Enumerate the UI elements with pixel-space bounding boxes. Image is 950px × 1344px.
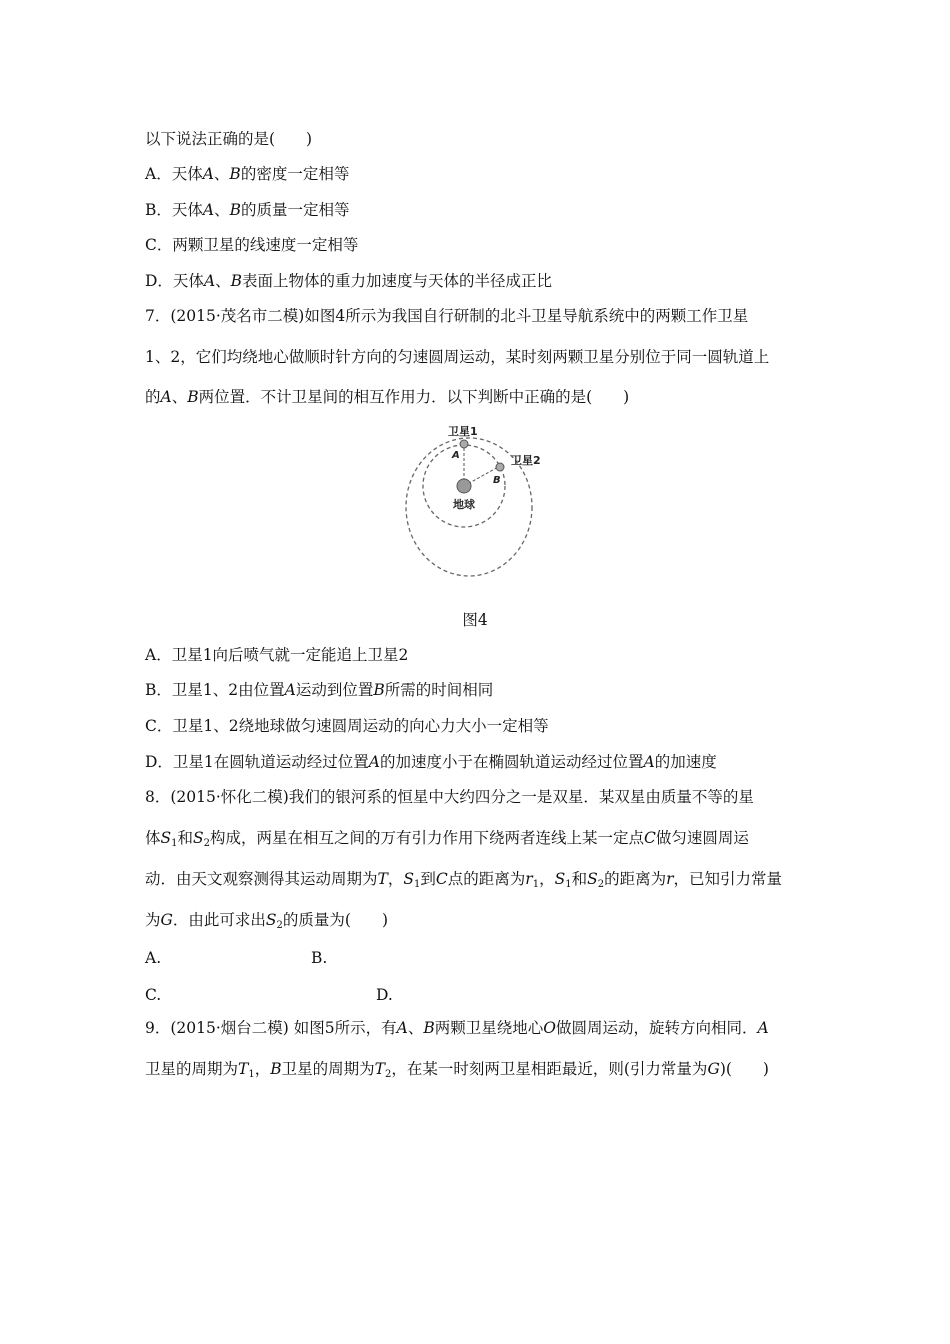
earth-label: 地球: [453, 498, 475, 511]
q6-stem-tail: 以下说法正确的是( ): [145, 130, 313, 148]
earth-icon: [457, 479, 471, 493]
satellite-2-label: 卫星2: [511, 454, 541, 467]
q8-option-c: C.: [145, 986, 162, 1004]
satellite-1-label: 卫星1: [448, 425, 478, 438]
q6-option-b: B．天体A、B的质量一定相等: [145, 201, 350, 219]
q7-option-d: D．卫星1在圆轨道运动经过位置A的加速度小于在椭圆轨道运动经过位置A的加速度: [145, 753, 717, 771]
q7-stem-line3: 的A、B两位置．不计卫星间的相互作用力．以下判断中正确的是( ): [145, 388, 630, 406]
q6-option-c: C．两颗卫星的线速度一定相等: [145, 236, 359, 254]
q7-option-c: C．卫星1、2绕地球做匀速圆周运动的向心力大小一定相等: [145, 717, 549, 735]
q9-stem-line2: 卫星的周期为$T_1$，B卫星的周期为$T_2$，在某一时刻两卫星相距最近，则(引力常量为G)( ): [145, 1060, 769, 1080]
q7-option-b: B．卫星1、2由位置A运动到位置B所需的时间相同: [145, 681, 494, 699]
q8-stem-line4: 为G．由此可求出$S_2$的质量为( ): [145, 911, 389, 931]
point-a-label: A: [452, 450, 460, 461]
q7-stem-line2: 1、2，它们均绕地心做顺时针方向的匀速圆周运动，某时刻两颗卫星分别位于同一圆轨道上: [145, 348, 770, 366]
q6-option-d: D．天体A、B表面上物体的重力加速度与天体的半径成正比: [145, 272, 553, 290]
q8-option-b: B.: [311, 949, 328, 967]
q8-option-d: D.: [376, 986, 393, 1004]
q8-option-a: A.: [145, 949, 162, 967]
q7-option-a: A．卫星1向后喷气就一定能追上卫星2: [145, 646, 409, 664]
q8-stem-line2: 体$S_1$和$S_2$构成，两星在相互之间的万有引力作用下绕两者连线上某一定点C做匀速圆周运: [145, 829, 749, 849]
figure-caption: 图4: [462, 611, 488, 629]
orbit-figure: [395, 420, 565, 585]
q7-stem-line1: 7．(2015·茂名市二模)如图4所示为我国自行研制的北斗卫星导航系统中的两颗工作卫星: [145, 307, 749, 325]
satellite-2-icon: [496, 463, 504, 471]
point-b-label: B: [493, 475, 501, 486]
q6-option-a: A．天体A、B的密度一定相等: [145, 165, 350, 183]
q9-stem-line1: 9．(2015·烟台二模) 如图5所示，有A、B两颗卫星绕地心O做圆周运动，旋转方向相同．A: [145, 1019, 769, 1037]
q8-stem-line3: 动．由天文观察测得其运动周期为T，$S_1$到C点的距离为$r_1$，$S_1$和$S_2$的距离为r，已知引力常量: [145, 870, 783, 890]
q8-stem-line1: 8．(2015·怀化二模)我们的银河系的恒星中大约四分之一是双星．某双星由质量不等的星: [145, 788, 754, 806]
satellite-1-icon: [460, 440, 468, 448]
